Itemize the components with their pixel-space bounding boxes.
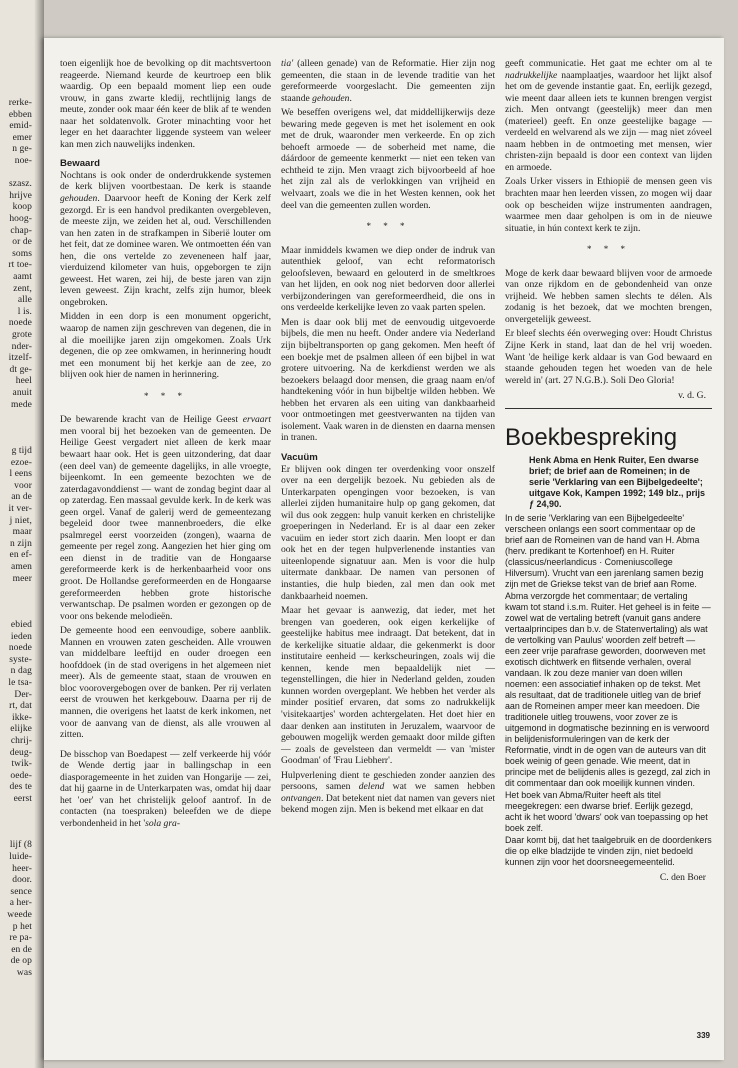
previous-page-fragment: nder- xyxy=(11,341,32,352)
paragraph: toen eigenlijk hoe de bevolking op dit machtsvertoon reageerde. Niemand keurde de keurtroep een blik waardig. Op een bepaald moment liep een oude vrouw, in gans zwarte kledij, rechtlijnig langs de meute, zonder ook maar één keer de blik af te wenden naar het soldatenvolk. Groter minachting voor het leger en het daarachter liggende systeem van weleer kan men zich nauwelijks indenken. xyxy=(60,58,271,150)
previous-page-fragment: heer- xyxy=(12,863,32,874)
previous-page-fragment: dt ge- xyxy=(9,364,32,375)
previous-page-fragment: weede xyxy=(7,910,32,920)
previous-page-fragment: was xyxy=(16,968,32,978)
book-details: Henk Abma en Henk Ruiter, Een dwarse brief; de brief aan de Romeinen; in de serie 'Verklaring van een Bijbelgedeelte'; uitgave Kok, Kampen 1992; 149 blz., prijs ƒ 24,90. xyxy=(529,454,706,509)
previous-page-fragment: rt toe- xyxy=(8,260,32,271)
previous-page-fragment: g tijd xyxy=(11,446,32,456)
paragraph: De bisschop van Boedapest — zelf verkeerde hij vóór de Wende dertig jaar in ballingschap in een diasporagemeente in het zuiden van Hongarije — zei, dat hij gaarne in de Unterkarpaten was, omdat hij daar het 'oer' van het christelijk geloof aantrof. In de contacten (na toespraken) beleefden we de diepe verbondenheid in het 'sola gra- xyxy=(60,748,271,829)
paragraph: Daar komt bij, dat het taalgebruik en de doordenkers die op elke bladzijde te vinden zijn, niet bedoeld kunnen zijn voor het doorsneegemeentelid. xyxy=(505,834,712,867)
previous-page-fragment: deug- xyxy=(9,747,32,758)
previous-page-fragment: ikke- xyxy=(11,712,32,723)
previous-page-fragment: aamt xyxy=(13,272,32,282)
reviewer-name: C. den Boer xyxy=(659,871,706,883)
paragraph: Maar inmiddels kwamen we diep onder de indruk van autenthiek geloof, van echt reformatorisch geloofsleven, bewaard en gelouterd in de smeltkroes van het lijden, en ook nog niet bedorven door allerlei verbijzonderingen van gereformeerdheid, die ons in ons verdeelde kerkelijke leven zo vaak parten spelen. xyxy=(281,244,495,314)
previous-page-fragment: n ge- xyxy=(12,144,32,155)
paragraph: Abma verzorgde het commentaar; de vertaling kwam tot stand i.s.m. Ruiter. Het geheel is in feite — zowel wat de vertaling betreft (vanuit gans andere vertaalprincipes dan b.v. de Statenvertaling) als wat de vertolking van Paulus' woorden zelf betreft — een zeer vrije parafrase geworden, doorweven met exotisch dichtwerk en flitsende verhalen, overal vandaan. Ik zou deze manier van doen willen noemen: een associatief inhaken op de tekst. Met als resultaat, dat de traditionele uitleg van de brief aan de Romeinen amper meer kan meedoen. Die traditionele uitleg trouwens, voor zover ze is uitgemond in dogmatische bezinning en is verwoord in belijdenisformuleringen van de kerk der Reformatie, vindt in de ogen van de auteurs van dit boek weinig of geen genade. Wie meent, dat in principe met de belijdenis alles is gezegd, zal zich in dit commentaar dan ook moeilijk kunnen vinden. xyxy=(505,590,711,788)
paragraph: We beseffen overigens wel, dat middellijkerwijs deze bewaring mede gegeven is met het isolement en ook met de druk, waaronder men verkeerde. En op zich behoeft armoede — de soberheid met name, die dáárdoor de gemeente kenmerkt — niet een teken van echtheid te zijn. Men vraagt zich bijvoorbeeld af hoe het zijn zal als de verlokkingen van vrijheid en welvaart, zoals we die in het Westen kennen, ook het deel van die gemeenten zullen worden. xyxy=(281,107,495,211)
previous-page-fragment: hoog- xyxy=(9,214,32,224)
previous-page-fragment: meer xyxy=(12,573,32,584)
previous-page-fragment: anuit xyxy=(12,388,32,398)
paragraph: Er blijven ook dingen ter overdenking voor onszelf over na een dergelijk bezoek. Nu gebieden als de Unterkarpaten opengingen voor bezoeken, is van allerlei zijden humanitaire hulp op gang gekomen, dat wil dus ook zeggen: hulp vanuit kerken en christelijke groeperingen in Nederland. Er is al daar een zeker vacuüm en ieder stort zich daarin. Men loopt er dan ook het en der tegen hulpverlenende instanties van uiteenlopende signatuur aan. Men is voor die hulp uitermate dankbaar. De namen van personen of instanties, die hulp bieden, zal men dan ook met dankbaarheid noemen. xyxy=(281,463,495,602)
previous-page-fragment: koop xyxy=(12,202,32,213)
previous-page-fragment: ieden xyxy=(10,631,32,642)
previous-page-fragment: j niet, xyxy=(9,515,32,526)
previous-page-fragment: syste- xyxy=(9,654,32,665)
previous-page-fragment: grote xyxy=(11,330,32,340)
previous-page-fragment: twik- xyxy=(11,759,32,770)
paragraph: Midden in een dorp is een monument opgericht, waarop de namen zijn geschreven van degenen, die in al die moeilijke jaren zijn omgekomen. Zoals Urk degenen, die op zee omkwamen, in herinnering houdt met een monument bij het kerkje aan de zee, zo blijven ook hier de namen in herinnering. xyxy=(60,311,271,381)
previous-page-fragment: ebben xyxy=(8,109,32,120)
previous-page-fragment: itzelf- xyxy=(8,353,32,364)
divider-rule xyxy=(505,408,712,409)
previous-page-fragment: rerke- xyxy=(8,98,32,108)
paragraph: Maar het gevaar is aanwezig, dat ieder, met het brengen van goederen, ook eigen kerkelijke of geestelijke habitus mee indraagt. Dat betekent, dat in de kerkelijke situatie aldaar, die gekenmerkt is door institutaire eenheid — kerkscheuringen, zoals wij die kennen, kende men bepaaldelijk niet — tegenstellingen, die hier in Nederland gelden, zouden kunnen worden overgeplant. We hebben het verder als minder positief ervaren, dat soms zo nadrukkelijk 'visitekaartjes' worden achtergelaten. Het doet hier en daar denken aan instituten in Jeruzalem, waarvoor de gebouwen mogelijk werden gemaakt door milde giften — zoals de gevelsteen dan vermeldt — van 'mister Goodman' of 'Frau Liebherr'. xyxy=(281,605,495,767)
previous-page-fragment: re pa- xyxy=(9,933,32,944)
previous-page-fragment: amen xyxy=(11,562,32,572)
previous-page-fragment: p het xyxy=(12,921,32,932)
book-gutter xyxy=(34,0,44,1068)
previous-page-fragment: l is. xyxy=(17,306,32,317)
previous-page-edge xyxy=(0,0,44,1068)
page-number: 339 xyxy=(696,1031,710,1040)
previous-page-fragment: des te xyxy=(9,782,32,793)
previous-page-fragment: alle xyxy=(17,295,32,306)
previous-page-fragment: en de xyxy=(11,944,32,955)
book-review-heading: Boekbespreking xyxy=(505,423,678,451)
previous-page-fragment: or de xyxy=(12,237,32,248)
column-3 xyxy=(505,58,712,889)
previous-page-fragment: szasz. xyxy=(8,179,32,190)
paragraph: De bewarende kracht van de Heilige Geest ervaart men vooral bij het bezoeken van de gemeenten. De Heilige Geest vergadert niet alleen de kerk maar bewaart haar ook. Het is geen uitzondering, dat daar (een deel van) de gemeente dagelijks, in alle vroegte, bijeenkomt. In een gemeente bezochten we de zaterdagavonddienst — want de zondag begint daar al op zaterdag. Een massaal gevulde kerk. In de kerk was geen orgel. Vanaf de galerij werd de gemeentezang begeleid door twee mannenbroeders, die elke psalmregel eerst voorzeiden (zongen), waarna de gemeente per regel zong. Aangezien het hier ging om een dienst in de traditie van de Hongaarse gereformeerde kerk is de herkenbaarheid voor ons groot. De Hollandse gereformeerden en de Hongaarse gereformeerden hebben grote historische verwantschap. De psalmen worden er gezongen op de voor ons bekende melodieën. xyxy=(60,414,271,622)
previous-page-fragment: l eens xyxy=(9,469,32,480)
paragraph: tia' (alleen genade) van de Reformatie. Hier zijn nog gemeenten, die staan in de levende traditie van het gereformeerde voorgeslacht. Die gemeenten zijn staande gehouden. xyxy=(281,58,495,104)
previous-page-fragment: noe- xyxy=(14,156,32,166)
previous-page-fragment: emer xyxy=(12,132,32,143)
paragraph: Hulpverlening dient te geschieden zonder aanzien des persoons, samen delend wat we samen hebben ontvangen. Dat betekent niet dat namen van gevers niet bekend mogen zijn. Men is bekend met elkaar en dat xyxy=(281,769,495,816)
section-divider: * * * xyxy=(144,390,187,401)
previous-page-fragment: a her- xyxy=(9,898,32,909)
previous-page-fragment: le tsa- xyxy=(8,678,32,688)
page xyxy=(44,38,724,1060)
previous-page-fragment: chap- xyxy=(10,225,32,236)
paragraph: geeft communicatie. Het gaat me echter om al te nadrukkelijke naamplaatjes, waardoor het lijkt alsof het om de gevende instantie gaat. En, eerlijk gezegd, wie meent daar alleen iets te kunnen brengen vergist zich. Men ontvangt (geestelijk) meer dan men (materieel) geeft. En onze geestelijke bagage — verdeeld en welvarend als we zijn — mag niet zóveel naam hebben in de ontmoeting met mensen, wier christen-zijn bepaald is door een context van lijden en armoede. xyxy=(505,58,712,173)
section-heading-bewaard: Bewaard xyxy=(60,158,100,170)
previous-page-fragment: de op xyxy=(10,956,32,967)
paragraph: In de serie 'Verklaring van een Bijbelgedeelte' verscheen onlangs een soort commentaar op de brief aan de Romeinen van de hand van H. Abma (herv. predikant te Kortenhoef) en H. Ruiter (classicus/neerlandicus · Comeniuscollege Hilversum). Vrucht van een jarenlang samen bezig zijn met de Griekse tekst van de brief aan Rome. xyxy=(505,512,704,589)
previous-page-fragment: sence xyxy=(10,886,32,897)
previous-page-fragment: noede xyxy=(8,318,32,329)
section-divider: * * * xyxy=(587,244,630,255)
previous-page-fragment: chrij- xyxy=(10,736,32,746)
author-initials: v. d. G. xyxy=(678,390,706,402)
section-heading-vacuum: Vacuüm xyxy=(281,451,318,463)
previous-page-fragment: an de xyxy=(11,492,32,503)
paragraph: Er bleef slechts één overweging over: Houdt Christus Zijne Kerk in stand, laat dan de hel vrij woeden. Want 'de heilige kerk aldaar is van God bewaard en staande gehouden tegen het woeden van de hele wereld in' (art. 27 N.G.B.). Soli Deo Gloria! xyxy=(505,328,712,386)
previous-page-fragment: luide- xyxy=(9,852,32,862)
previous-page-fragment: rt, dat xyxy=(9,701,32,712)
previous-page-fragment: eerst xyxy=(13,794,32,804)
previous-page-fragment: hrijve xyxy=(9,190,32,201)
previous-page-fragment: emid- xyxy=(9,121,32,132)
paragraph: De gemeente hood een eenvoudige, sobere aanblik. Mannen en vrouwen zaten gescheiden. Alle vrouwen van middelbare leeftijd en ouder droegen een hoofddoek (in de stad overigens in het algemeen niet meer). Als de gemeente staat, staan de vrouwen en bloc voorovergebogen over de banken. Per rij verlaten eerst de vrouwen het kerkgebouw. Daarna per rij de mannen, die overigens het laatst de kerk inkomen, net voor de aanvang van de dienst, als alle vrouwen al zitten. xyxy=(60,625,271,741)
previous-page-fragment: it ver- xyxy=(8,504,32,514)
previous-page-fragment: oede- xyxy=(10,770,32,781)
previous-page-fragment: voor xyxy=(14,480,32,491)
previous-page-fragment: n zijn xyxy=(10,538,32,549)
previous-page-fragment: soms xyxy=(12,248,32,259)
column-1 xyxy=(60,58,271,832)
column-2 xyxy=(281,58,495,819)
previous-page-fragment: zent, xyxy=(13,283,32,294)
previous-page-fragment: ezoe- xyxy=(10,457,32,468)
paragraph: Moge de kerk daar bewaard blijven voor de armoede van onze rijkdom en de gebondenheid van onze vrijheid. We hebben samen slechts te délen. Als zodanig is het bezoek, dat we mochten brengen, onvergetelijk geweest. xyxy=(505,267,712,325)
previous-page-fragment: noede xyxy=(8,643,32,654)
book-review-body xyxy=(505,513,712,868)
previous-page-fragment: heel xyxy=(15,376,32,387)
paragraph: Men is daar ook blij met de eenvoudig uitgevoerde bijbels, die men nu heeft. Onder andere via Nederland zijn bijbeltransporten op gang gekomen. Men heeft óf een boekje met de psalmen alleen óf een bijbel in wat grotere uitvoering. Na de kerkdienst werden we als bezoekers belaagd door mensen, die graag naam en/of handtekening vóór in hun bijbeltje wilden hebben. We hebben het ervaren als een uiting van dankbaarheid voor ontmoetingen met geestverwanten na tijden van isolement. Vaak waren in de diensten en daarna mensen in tranen. xyxy=(281,316,495,444)
previous-page-fragment: Der- xyxy=(14,689,32,700)
previous-page-fragment: n dag xyxy=(10,666,32,677)
paragraph: Nochtans is ook onder de onderdrukkende systemen de kerk blijven voortbestaan. De kerk is staande gehouden. Daarvoor heeft de Koning der Kerk zelf gezorgd. Er is een handvol predikanten overgebleven, de meeste zijn, we zeiden het al, oud. Verschillenden van hen zaten in de strafkampen in Siberië louter om het feit, dat ze dominee waren. We ontmoetten één van hen, die ons vertelde zo zeveneneen half jaar, vierduizend kilometer van huis, opgeborgen te zijn geweest. Het waren, zei hij, de beste jaren van zijn leven geweest. Zijn kracht, zelfs zijn humor, bleek ongebroken. xyxy=(60,169,271,308)
paragraph: Het boek van Abma/Ruiter heeft als titel meegekregen: een dwarse brief. Eerlijk gezegd, acht ik het woord 'dwars' ook van toepassing op het boek zelf. xyxy=(505,789,708,833)
previous-page-fragment: ebied xyxy=(10,620,32,630)
previous-page-fragment: door. xyxy=(12,875,32,886)
previous-page-fragment: maar xyxy=(12,527,32,538)
previous-page-fragment: en ef- xyxy=(9,550,32,561)
paragraph: Zoals Urker vissers in Ethiopië de mensen geen vis brachten maar hen leerden vissen, zo mogen wij daar ook op bescheiden wijze instrumenten aandragen, waarmee men daar geholpen is om in de nieuwe situatie, in hún context kerk te zijn. xyxy=(505,176,712,234)
previous-page-fragment: lijf (8 xyxy=(9,840,32,851)
section-divider: * * * xyxy=(366,221,410,232)
previous-page-fragment: elijke xyxy=(10,724,32,735)
previous-page-fragment: mede xyxy=(11,399,32,410)
